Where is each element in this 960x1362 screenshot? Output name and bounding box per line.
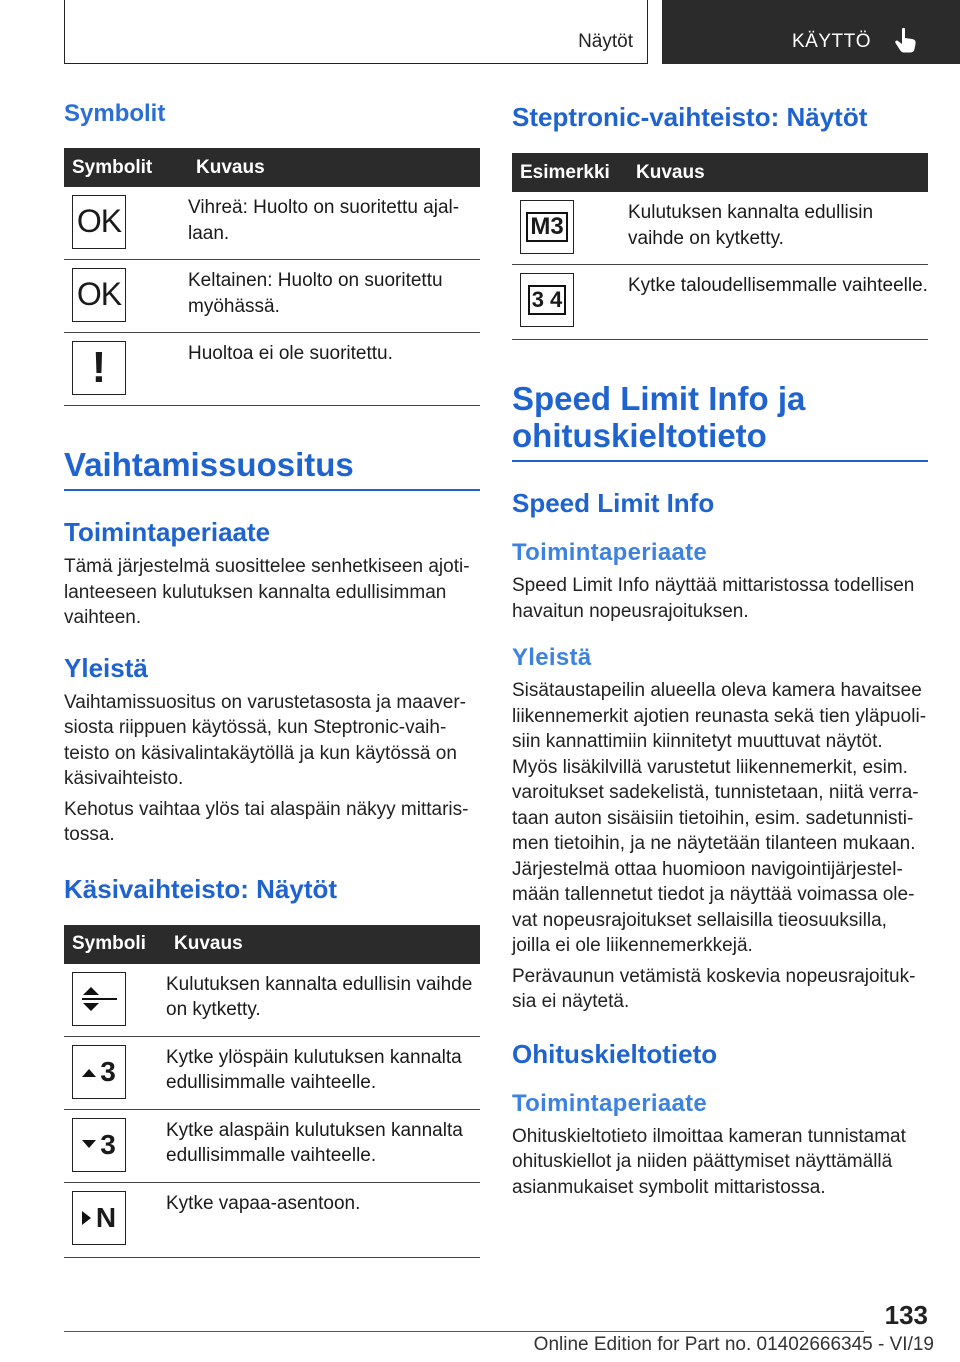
symbols-table-header-symbol: Symbolit: [64, 148, 188, 187]
symbol-description: Keltainen: Huolto on suoritettu myöhässä.: [188, 260, 480, 333]
general-heading: Yleistä: [64, 652, 148, 683]
sli-principle-heading: Toimintaperiaate: [512, 539, 708, 566]
symbol-description: Vihreä: Huolto on suoritettu ajallaan.: [188, 187, 480, 260]
steptronic-table-header-description: Kuvaus: [628, 153, 928, 192]
general-text-1: Vaihtamissuositus on varustetasosta ja maaversiosta riippuen käytössä, kun Steptronic-vaihteisto on käsivalintakäytöllä ja kun käytössä on käsivaihteisto.: [64, 691, 466, 789]
neutral-icon: N: [72, 1191, 126, 1245]
right-column: [512, 100, 928, 1200]
left-column: [64, 100, 480, 1258]
header-chapter-title: KÄYTTÖ: [792, 31, 872, 52]
table-row: [64, 1182, 480, 1257]
steptronic-table: [512, 153, 928, 340]
overtake-principle-heading: Toimintaperiaate: [512, 1089, 708, 1117]
steptronic-heading: Steptronic-vaihteisto: Näytöt: [512, 102, 868, 132]
table-row: [64, 1036, 480, 1109]
overtake-principle-text: Ohituskieltotieto ilmoittaa kameran tunnistamat ohituskiellot ja niiden päättymiset näyttämällä asianmukaiset symbolit mittaristossa.: [512, 1125, 906, 1198]
header-section-box: [64, 0, 648, 64]
manual-heading: Käsivaihteisto: Näytöt: [64, 873, 338, 904]
table-row: [64, 964, 480, 1037]
shift-3-to-4-icon: 3 4: [520, 273, 574, 327]
hand-pointer-icon: [894, 27, 918, 53]
table-row: [512, 265, 928, 340]
sli-general-text-1: Sisätaustapeilin alueella oleva kamera havaitsee liikennemerkit ajotien reunasta sekä tien yläpuolisiin kannattimiin kiinnitetyt muuttuvat näytöt. Myös lisäkilvillä varustetut liikennemerkit, esim. varoitukset sadekelistä, tunnistetaan, niitä verrataan auton sisäisiin tietoihin, esim. sadetunnistimen tietoihin, ja ne näytetään tilanteen mukaan. Järjestelmä ottaa huomioon navigointijärjestelmään tallennetut tiedot ja näyttää voimassa olevat nopeusrajoitukset sellaisilla tieosuuksilla, joilla ei ole liikennemerkkejä.: [512, 680, 927, 956]
manual-table: [64, 925, 480, 1258]
footer-divider: [64, 1331, 864, 1332]
steptronic-description: Kytke taloudellisemmalle vaihteelle.: [628, 265, 928, 340]
manual-description: Kytke vapaa-asentoon.: [166, 1182, 480, 1257]
sli-general-heading: Yleistä: [512, 644, 592, 671]
manual-description: Kytke ylöspäin kulutuksen kannalta edullisimmalle vaihteelle.: [166, 1036, 480, 1109]
principle-text: Tämä järjestelmä suosittelee senhetkiseen ajotilanteeseen kulutuksen kannalta edullisimman vaihteen.: [64, 556, 470, 628]
sli-heading: Speed Limit Info: [512, 488, 715, 518]
sli-principle-text: Speed Limit Info näyttää mittaristossa todellisen havaitun nopeusrajoituksen.: [512, 575, 915, 622]
header-section-title: Näytöt: [578, 31, 633, 52]
manual-gear-m3-icon: M3: [520, 200, 574, 254]
table-row: [64, 187, 480, 260]
section-heading-vaihtamissuositus: Vaihtamissuositus: [64, 446, 480, 491]
general-text-2: Kehotus vaihtaa ylös tai alaspäin näkyy mittaristossa.: [64, 798, 469, 845]
overtake-heading: Ohituskieltotieto: [512, 1038, 718, 1069]
symbols-table-header-description: Kuvaus: [188, 148, 480, 187]
page-number: 133: [884, 1300, 928, 1330]
footer-edition: Online Edition for Part no. 01402666345 - VI/19: [533, 1334, 934, 1355]
shift-down-icon: 3: [72, 1118, 126, 1172]
ok-yellow-icon: OK: [72, 268, 126, 322]
section-heading-speed-limit: Speed Limit Info ja ohituskieltotieto: [512, 380, 928, 462]
gear-optimal-icon: [72, 972, 126, 1026]
header-chapter-box: [662, 0, 960, 64]
table-row: [512, 192, 928, 265]
manual-description: Kulutuksen kannalta edullisin vaihde on kytketty.: [166, 964, 480, 1037]
symbols-table: [64, 148, 480, 406]
table-row: [64, 1109, 480, 1182]
shift-up-icon: 3: [72, 1045, 126, 1099]
table-row: [64, 260, 480, 333]
symbol-description: Huoltoa ei ole suoritettu.: [188, 333, 480, 406]
table-row: [64, 333, 480, 406]
principle-heading: Toimintaperiaate: [64, 517, 271, 547]
steptronic-table-header-example: Esimerkki: [512, 153, 628, 192]
ok-green-icon: OK: [72, 195, 126, 249]
steptronic-description: Kulutuksen kannalta edullisin vaihde on kytketty.: [628, 192, 928, 265]
manual-description: Kytke alaspäin kulutuksen kannalta edullisimmalle vaihteelle.: [166, 1109, 480, 1182]
sli-general-text-2: Perävaunun vetämistä koskevia nopeusrajoituksia ei näytetä.: [512, 965, 916, 1012]
exclamation-icon: !: [72, 341, 126, 395]
symbols-heading: Symbolit: [64, 100, 166, 127]
manual-table-header-symbol: Symboli: [64, 925, 166, 964]
manual-table-header-description: Kuvaus: [166, 925, 480, 964]
